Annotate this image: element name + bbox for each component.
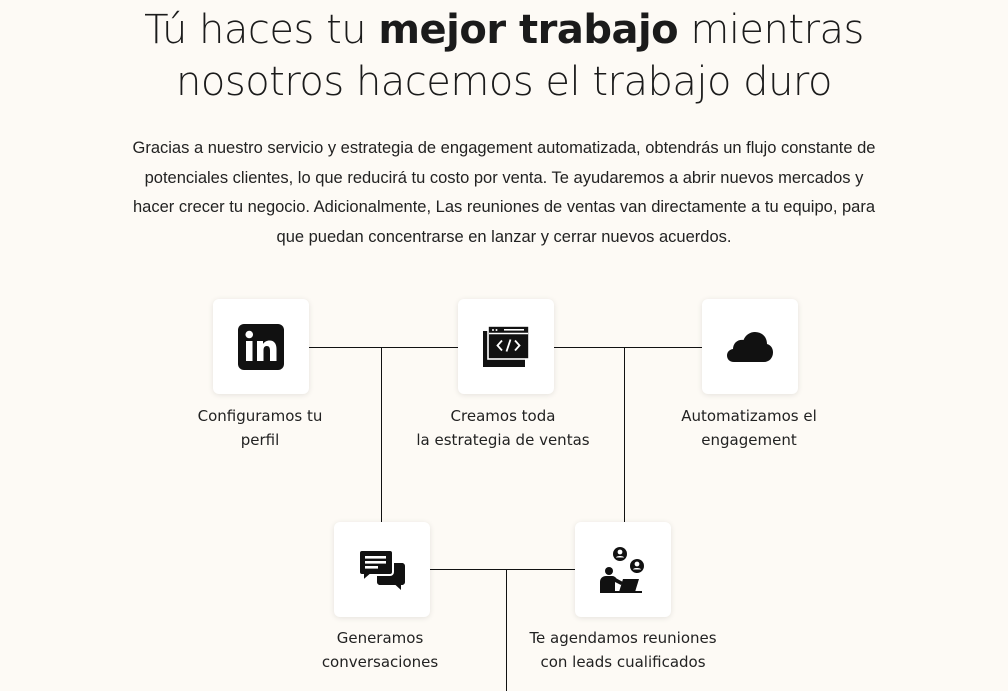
intro-paragraph: Gracias a nuestro servicio y estrategia de engagement automatizada, obtendrás un flujo constante de potenciales clientes, lo que reducirá tu costo por venta. Te ayudaremos a abrir nuevos mercados y hacer crecer tu negocio. Adicionalmente, Las reuniones de ventas van directamente a tu equipo, para que puedan concentrarse en lanzar y cerrar nuevos acuerdos. (132, 139, 876, 246)
step-card-strategy (458, 299, 554, 394)
headline-line1: Tú haces tu mejor trabajo mientras (144, 7, 864, 53)
linkedin-icon (238, 324, 284, 370)
step-card-conversations (334, 522, 430, 617)
headline-emphasis: mejor trabajo (378, 7, 679, 53)
meeting-people-icon (599, 546, 647, 594)
step-card-engagement (702, 299, 798, 394)
headline-line2: nosotros hacemos el trabajo duro (176, 59, 832, 105)
step-card-meetings (575, 522, 671, 617)
step-card-profile (213, 299, 309, 394)
step-caption-engagement: Automatizamos el engagement (681, 407, 817, 449)
code-window-icon (482, 325, 530, 369)
chat-bubbles-icon (358, 549, 406, 591)
cloud-icon (726, 331, 774, 363)
step-caption-strategy: Creamos toda la estrategia de ventas (416, 407, 590, 449)
step-caption-conversations: Generamos conversaciones (321, 629, 439, 671)
step-caption-meetings: Te agendamos reuniones con leads cualificados (529, 629, 717, 671)
step-caption-profile: Configuramos tu perfil (197, 407, 323, 449)
